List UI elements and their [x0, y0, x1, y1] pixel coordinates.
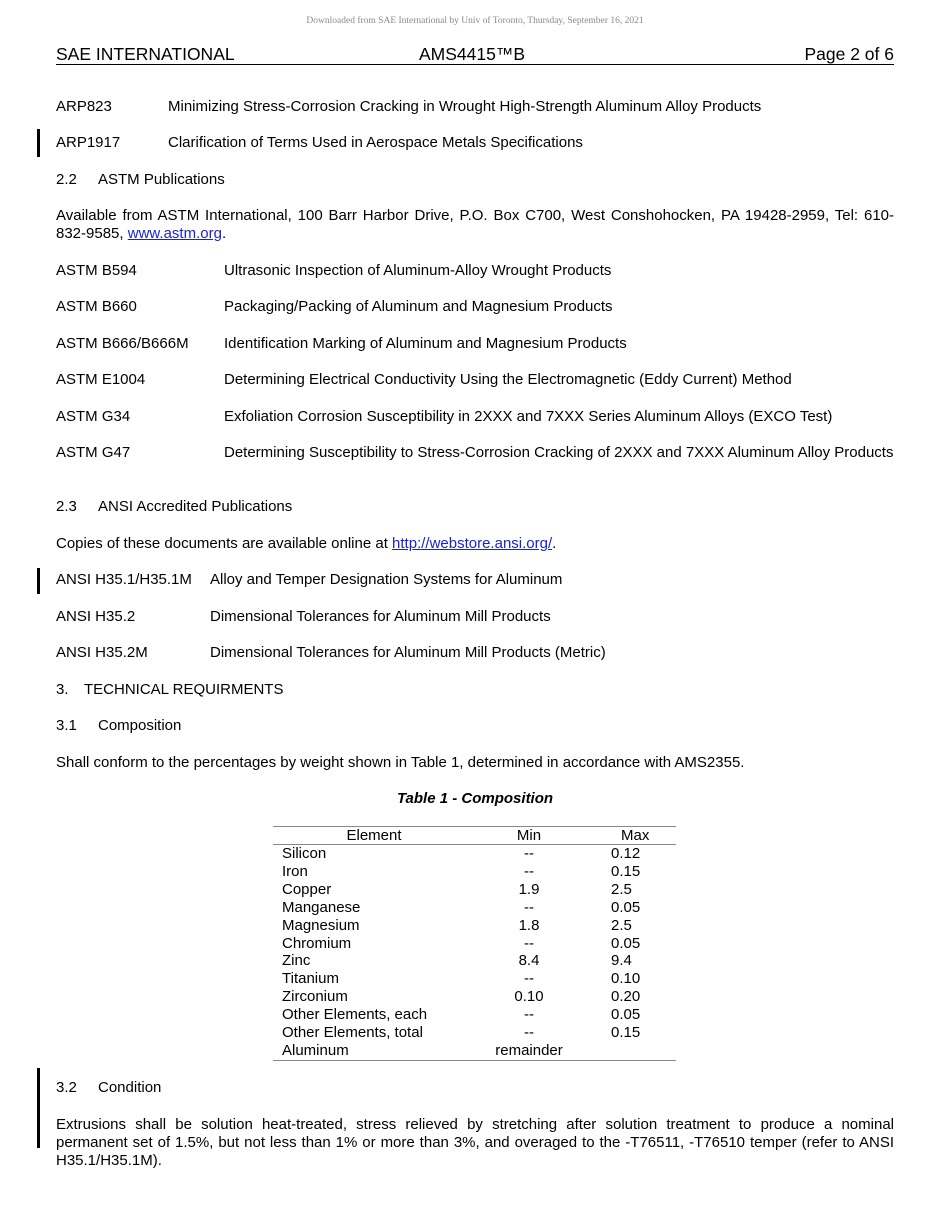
table-title: Table 1 - Composition [396, 790, 554, 807]
change-bar [37, 1068, 40, 1148]
reference-code: ASTM B666/B666M [56, 335, 189, 352]
change-bar [37, 129, 40, 157]
download-watermark: Downloaded from SAE International by Univ of Toronto, Thursday, September 16, 2021 [306, 16, 644, 26]
astm-website-link[interactable]: www.astm.org [127, 225, 222, 242]
reference-code: ANSI H35.2M [56, 644, 148, 661]
element-cell: Manganese [282, 898, 361, 916]
reference-title: Determining Susceptibility to Stress-Corrosion Cracking of 2XXX and 7XXX Aluminum Alloy Products [224, 444, 894, 461]
reference-code: ARP1917 [56, 134, 121, 151]
min-cell: -- [524, 934, 534, 952]
reference-code: ASTM B594 [56, 262, 137, 279]
table-row [273, 935, 676, 953]
element-cell: Silicon [282, 845, 327, 862]
table-row [273, 863, 676, 881]
reference-code: ASTM E1004 [56, 371, 146, 388]
min-cell: 0.10 [514, 988, 544, 1006]
reference-title: Clarification of Terms Used in Aerospace Metals Specifications [168, 134, 583, 151]
availability-paragraph [56, 535, 556, 553]
element-cell: Zirconium [282, 988, 348, 1006]
column-header: Max [583, 827, 676, 845]
max-cell: 0.15 [611, 862, 641, 880]
change-bar [37, 568, 40, 594]
reference-title: Dimensional Tolerances for Aluminum Mill Products (Metric) [210, 644, 606, 661]
reference-code: ASTM B660 [56, 298, 137, 315]
element-cell: Aluminum [273, 1042, 475, 1060]
min-cell: -- [524, 862, 534, 880]
element-cell: Iron [282, 862, 308, 880]
table-row [273, 970, 676, 988]
availability-punct: . [221, 225, 227, 242]
max-cell: 0.12 [611, 845, 641, 862]
section-title: ANSI Accredited Publications [98, 498, 293, 515]
availability-punct: . [552, 535, 557, 552]
reference-title: Dimensional Tolerances for Aluminum Mill Products [210, 608, 551, 625]
section-number: 3.1 [56, 717, 77, 734]
max-cell: 2.5 [611, 880, 632, 898]
header-doc-id: AMS4415™B [419, 44, 526, 64]
table-row [273, 845, 676, 863]
composition-table [273, 826, 676, 1061]
min-cell: 1.9 [518, 880, 540, 898]
reference-title: Alloy and Temper Designation Systems for Aluminum [210, 571, 563, 588]
section-number: 3.2 [56, 1079, 77, 1096]
min-cell: -- [524, 970, 534, 988]
availability-text: Available from ASTM International, 100 Barr Harbor Drive, P.O. Box C700, West Conshohocken, PA 19428-2959, Tel: 610-832-9585, [56, 207, 894, 242]
section-number: 2.3 [56, 498, 77, 515]
table-row [273, 988, 676, 1006]
section-title: Composition [98, 717, 182, 734]
element-cell: Magnesium [282, 916, 360, 934]
table-row [273, 917, 676, 935]
element-cell: Titanium [282, 970, 339, 988]
table-header-row [273, 827, 676, 845]
reference-title: Packaging/Packing of Aluminum and Magnesium Products [224, 298, 613, 315]
reference-title: Ultrasonic Inspection of Aluminum-Alloy Wrought Products [224, 262, 612, 279]
page-header [56, 44, 894, 65]
table-row [273, 899, 676, 917]
element-cell: Other Elements, total [282, 1024, 423, 1042]
reference-title: Identification Marking of Aluminum and Magnesium Products [224, 335, 627, 352]
element-cell: Other Elements, each [282, 1006, 428, 1024]
max-cell: 0.05 [611, 934, 641, 952]
section-number: 3. [56, 681, 69, 698]
min-cell: -- [524, 845, 534, 862]
availability-paragraph [56, 207, 894, 243]
section-title: Condition [98, 1079, 162, 1096]
composition-paragraph: Shall conform to the percentages by weight shown in Table 1, determined in accordance with AMS2355. [56, 754, 745, 771]
reference-code: ASTM G34 [56, 408, 131, 425]
header-page-number: Page 2 of 6 [804, 44, 894, 64]
min-cell: -- [524, 1006, 534, 1024]
max-cell: 9.4 [611, 952, 632, 970]
max-cell: 0.05 [611, 898, 641, 916]
table-row [273, 881, 676, 899]
min-cell: 1.8 [518, 916, 540, 934]
column-header: Min [475, 827, 583, 845]
min-cell: remainder [475, 1042, 583, 1060]
condition-paragraph: Extrusions shall be solution heat-treated, stress relieved by stretching after solution treatment to produce a nominal permanent set of 1.5%, but not less than 1% or more than 3%, and overaged to the -T76511, -T76510 temper (refer to ANSI H35.1/H35.1M). [56, 1116, 894, 1169]
table-row [273, 952, 676, 970]
min-cell: 8.4 [518, 952, 540, 970]
max-cell: 0.10 [611, 970, 641, 988]
min-cell: -- [524, 1024, 534, 1042]
min-cell: -- [524, 898, 534, 916]
table-row [273, 1042, 676, 1060]
max-cell: 0.05 [611, 1006, 641, 1024]
max-cell [583, 1042, 676, 1060]
column-header: Element [273, 827, 475, 845]
max-cell: 2.5 [611, 916, 632, 934]
reference-title: Minimizing Stress-Corrosion Cracking in Wrought High-Strength Aluminum Alloy Products [168, 98, 762, 115]
table-row [273, 1024, 676, 1042]
max-cell: 0.20 [611, 988, 641, 1006]
header-org: SAE INTERNATIONAL [56, 44, 235, 64]
reference-code: ARP823 [56, 98, 112, 115]
section-number: 2.2 [56, 171, 77, 188]
reference-title: Determining Electrical Conductivity Using the Electromagnetic (Eddy Current) Method [224, 371, 792, 388]
section-title: ASTM Publications [98, 171, 225, 188]
element-cell: Chromium [282, 934, 352, 952]
availability-text: Copies of these documents are available online at [56, 535, 388, 552]
reference-code: ANSI H35.1/H35.1M [56, 571, 192, 588]
element-cell: Zinc [282, 952, 311, 970]
reference-code: ANSI H35.2 [56, 608, 136, 625]
ansi-webstore-link[interactable]: http://webstore.ansi.org/ [392, 535, 553, 552]
max-cell: 0.15 [611, 1024, 641, 1042]
section-title: TECHNICAL REQUIRMENTS [84, 681, 284, 698]
table-row [273, 1006, 676, 1024]
reference-code: ASTM G47 [56, 444, 131, 461]
element-cell: Copper [282, 880, 332, 898]
reference-title: Exfoliation Corrosion Susceptibility in 2XXX and 7XXX Series Aluminum Alloys (EXCO Test) [224, 408, 833, 425]
